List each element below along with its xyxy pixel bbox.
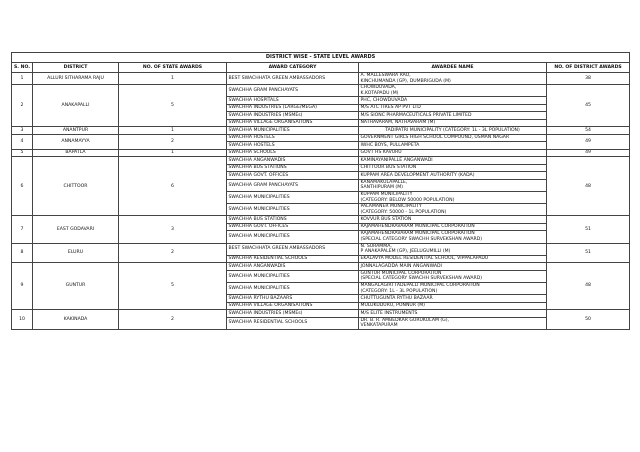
- cell-district: ANANTPUR: [33, 127, 119, 135]
- cell-award-category: SWACHHA SCHOOLS: [227, 149, 359, 157]
- cell-awardee-name: [359, 302, 547, 310]
- awardee-line: MANGALAGIRI TADEPALLI MUNICIPAL CORPORATION: [360, 283, 480, 288]
- awardee-line: RAJAMAHENDRAVARAM MUNICIPAL CORPORATION: [360, 224, 475, 230]
- cell-award-category: SWACHHA GRAM PANCHAYATS: [227, 85, 359, 97]
- awardee-line: JONNALAGADDA MAIN ANGANWADI: [360, 263, 442, 269]
- awardee-line: KUPPAM MUNICIPALITY: [360, 192, 413, 198]
- cell-award-category: SWACHHA MUNICIPALITIES: [227, 192, 359, 204]
- awardee-line: KAMINAYANIPALLE ANGANWADI: [360, 157, 433, 163]
- awardee-line: GOVT HS KAVURU: [360, 150, 402, 156]
- cell-sno: 5: [12, 149, 33, 157]
- awards-sheet: [11, 52, 629, 330]
- cell-awardee-name: [359, 255, 547, 263]
- cell-awardee-name: [359, 119, 547, 127]
- cell-district: ANAKAPALLI: [33, 85, 119, 127]
- cell-sno: 2: [12, 85, 33, 127]
- cell-awardee-name: [359, 223, 547, 231]
- cell-award-category: SWACHHA BUS STATIONS: [227, 216, 359, 224]
- awardee-line: KOVVUR BUS STATION: [360, 216, 412, 222]
- table-row: [12, 85, 630, 97]
- cell-award-category: SWACHHA ANGANWADIS: [227, 263, 359, 271]
- cell-district-awards: 54: [547, 127, 630, 135]
- cell-award-category: SWACHHA INDUSTRIES (MSMEs): [227, 310, 359, 318]
- cell-awardee-name: [359, 149, 547, 157]
- cell-award-category: SWACHHA RYTHU BAZAARS: [227, 295, 359, 303]
- cell-awardee-name: [359, 295, 547, 303]
- awardee-line: GUNTUR MUNICIPAL CORPORATION: [360, 270, 442, 276]
- cell-state-awards: 6: [119, 157, 227, 216]
- cell-state-awards: 1: [119, 127, 227, 135]
- cell-district-awards: 48: [547, 263, 630, 310]
- cell-state-awards: 2: [119, 243, 227, 263]
- cell-district-awards: 49: [547, 149, 630, 157]
- cell-awardee-name: [359, 192, 547, 204]
- cell-award-category: SWACHHA BUS STATIONS: [227, 164, 359, 172]
- cell-district-awards: 51: [547, 216, 630, 243]
- awardee-line: P ANAKAPALEM (GP), JEELUGUMILLI (M): [360, 249, 451, 255]
- cell-sno: 6: [12, 157, 33, 216]
- cell-district: CHITTOOR: [33, 157, 119, 216]
- cell-awardee-name: [359, 216, 547, 224]
- cell-awardee-name: [359, 127, 547, 135]
- cell-district: GUNTUR: [33, 263, 119, 310]
- awardee-line: KINCHUMANDA (GP), DUMBRIGUDA (M): [360, 78, 451, 84]
- cell-awardee-name: [359, 270, 547, 282]
- awardee-line: CHUTTUGUNTA RYTHU BAZAAR: [360, 295, 433, 301]
- awardee-line: NATHAVARAM, NATHAVARAM (M): [360, 120, 436, 126]
- awardee-line: KUPPAM AREA DEVELOPMENT AUTHORITY (KADA): [360, 172, 475, 178]
- cell-award-category: SWACHHA MUNICIPALITIES: [227, 231, 359, 243]
- cell-award-category: SWACHHA HOSTELS: [227, 142, 359, 150]
- awardee-line: CHOWDUVADA,: [360, 85, 397, 91]
- cell-award-category: SWACHHA MUNICIPALITIES: [227, 204, 359, 216]
- cell-awardee-name: [359, 317, 547, 329]
- cell-district: KAKINADA: [33, 310, 119, 330]
- cell-award-category: SWACHHA INDUSTRIES (MSMEs): [227, 112, 359, 120]
- cell-award-category: SWACHHA MUNICIPALITIES: [227, 283, 359, 295]
- awardee-line: (SPECIAL CATEGORY SWACHH SURVEKSHAN AWARD): [360, 276, 483, 282]
- cell-awardee-name: [359, 263, 547, 271]
- awardee-line: PHC, CHOWDUVADA: [360, 97, 408, 103]
- cell-district-awards: 50: [547, 310, 630, 330]
- table-row: [12, 216, 630, 224]
- awardee-line: M/S ELITE INSTRUMENTS: [360, 310, 418, 316]
- cell-district-awards: 48: [547, 157, 630, 216]
- table-row: [12, 149, 630, 157]
- awardee-line: (CATEGORY: 1L - 3L POPULATION): [360, 288, 438, 294]
- awardee-line: EKALAVYA MODEL RESIDENTIAL SCHOOL, VIPPALAPADU: [360, 256, 489, 262]
- cell-award-category: SWACHHA HOSTELS: [227, 134, 359, 142]
- table-row: [12, 134, 630, 142]
- cell-state-awards: 2: [119, 134, 227, 149]
- cell-award-category: SWACHHA RESIDENTIAL SCHOOLS: [227, 255, 359, 263]
- cell-state-awards: 1: [119, 149, 227, 157]
- cell-awardee-name: [359, 134, 547, 142]
- awards-table: [11, 52, 630, 330]
- cell-awardee-name: [359, 73, 547, 85]
- cell-district-awards: 38: [547, 73, 630, 85]
- awardee-line: A. MALLESWARA RAO,: [360, 73, 411, 78]
- header-awardee-name: AWARDEE NAME: [359, 63, 547, 73]
- table-row: [12, 310, 630, 318]
- header-award-category: AWARD CATEGORY: [227, 63, 359, 73]
- cell-award-category: SWACHHA ANGANWADIS: [227, 157, 359, 165]
- header-state-awards: NO. OF STATE AWARDS: [119, 63, 227, 73]
- cell-award-category: SWACHHA MUNICIPALITIES: [227, 270, 359, 282]
- cell-award-category: SWACHHA RESIDENTIAL SCHOOLS: [227, 317, 359, 329]
- cell-award-category: SWACHHA MUNICIPALITIES: [227, 127, 359, 135]
- cell-award-category: SWACHHA GOVT. OFFICES: [227, 172, 359, 180]
- table-row: [12, 73, 630, 85]
- cell-awardee-name: [359, 283, 547, 295]
- header-district: DISTRICT: [33, 63, 119, 73]
- cell-award-category: BEST SWACHHATA GREEN AMBASSADORS: [227, 73, 359, 85]
- awardee-line: PALAMANER MUNICIPALITY: [360, 204, 422, 210]
- cell-district: ANNAMAYYA: [33, 134, 119, 149]
- awardee-line: IWHC BOYS, PULLAMPETA: [360, 142, 420, 148]
- cell-award-category: SWACHHA INDUSTRIES (LARGE/MEGA): [227, 104, 359, 112]
- header-district-awards: NO. OF DISTRICT AWARDS: [547, 63, 630, 73]
- awardee-line: N. SURAMMA,: [360, 243, 392, 249]
- awardee-line: VENKATAPURAM: [360, 323, 398, 329]
- cell-district-awards: 45: [547, 85, 630, 127]
- table-title: DISTRICT WISE - STATE LEVEL AWARDS: [12, 53, 630, 63]
- cell-sno: 4: [12, 134, 33, 149]
- cell-sno: 7: [12, 216, 33, 243]
- table-row: [12, 263, 630, 271]
- awardee-line: (CATEGORY: BELOW 50000 POPULATION): [360, 197, 455, 203]
- awardee-line: GOVERNMENT GIRLS HIGH SCHOOL COMPOUND, USMAN NAGAR: [360, 135, 510, 141]
- cell-sno: 10: [12, 310, 33, 330]
- table-row: [12, 157, 630, 165]
- awardee-line: DR. B. R. AMBEDKAR GURUKULAM (G),: [360, 317, 449, 323]
- cell-state-awards: 5: [119, 263, 227, 310]
- cell-awardee-name: [359, 97, 547, 105]
- awardee-line: RAJAMAHENDRAVARAM MUNICIPAL CORPORATION: [360, 231, 475, 237]
- cell-district-awards: 51: [547, 243, 630, 263]
- cell-sno: 8: [12, 243, 33, 263]
- cell-awardee-name: [359, 142, 547, 150]
- cell-awardee-name: [359, 85, 547, 97]
- cell-sno: 9: [12, 263, 33, 310]
- awardee-line: K.KOTAPADU (M): [360, 90, 399, 96]
- cell-awardee-name: [359, 172, 547, 180]
- cell-awardee-name: [359, 243, 547, 255]
- awardee-line: TADIPATRI MUNICIPALITY (CATEGORY: 1L - 3L POPULATION): [385, 127, 520, 133]
- cell-award-category: SWACHHA VILLAGE ORGANISATIONS: [227, 119, 359, 127]
- cell-district: ALLURI SITHARAMA RAJU: [33, 73, 119, 85]
- table-row: [12, 127, 630, 135]
- awardee-line: KANAMAKULAPALLE,: [360, 179, 408, 185]
- cell-award-category: BEST SWACHHATA GREEN AMBASSADORS: [227, 243, 359, 255]
- cell-awardee-name: [359, 204, 547, 216]
- cell-award-category: SWACHHA HOSPITALS: [227, 97, 359, 105]
- awardee-line: (SPECIAL CATEGORY SWACHH SURVEKSHAN AWARD): [360, 237, 483, 243]
- cell-sno: 1: [12, 73, 33, 85]
- cell-district: BAPATLA: [33, 149, 119, 157]
- cell-awardee-name: [359, 179, 547, 191]
- cell-state-awards: 1: [119, 73, 227, 85]
- cell-state-awards: 3: [119, 216, 227, 243]
- header-row: [12, 63, 630, 73]
- cell-awardee-name: [359, 231, 547, 243]
- cell-state-awards: 2: [119, 310, 227, 330]
- awardee-line: SANTHIPURAM (M): [360, 185, 403, 191]
- cell-awardee-name: [359, 164, 547, 172]
- cell-sno: 3: [12, 127, 33, 135]
- cell-district: EAST GODAVARI: [33, 216, 119, 243]
- awardee-line: MULUKUDURU, PONNUR (M): [360, 303, 425, 309]
- cell-district-awards: 49: [547, 134, 630, 149]
- cell-district: ELURU: [33, 243, 119, 263]
- awardee-line: M/S SIONC PHARMACEUTICALS PRIVATE LIMITED: [360, 112, 472, 118]
- awardee-line: (CATEGORY: 50000 - 1L POPULATION): [360, 209, 447, 215]
- cell-awardee-name: [359, 157, 547, 165]
- cell-state-awards: 5: [119, 85, 227, 127]
- awardee-line: CHITTOOR BUS STATION: [360, 165, 417, 171]
- table-body: [12, 73, 630, 330]
- header-sno: S. NO.: [12, 63, 33, 73]
- cell-award-category: SWACHHA GRAM PANCHAYATS: [227, 179, 359, 191]
- cell-awardee-name: [359, 104, 547, 112]
- cell-awardee-name: [359, 112, 547, 120]
- cell-awardee-name: [359, 310, 547, 318]
- cell-award-category: SWACHHA VILLAGE ORGANISATIONS: [227, 302, 359, 310]
- cell-award-category: SWACHHA GOVT. OFFICES: [227, 223, 359, 231]
- awardee-line: M/S ATC TIRES AP PVT LTD: [360, 105, 421, 111]
- table-row: [12, 243, 630, 255]
